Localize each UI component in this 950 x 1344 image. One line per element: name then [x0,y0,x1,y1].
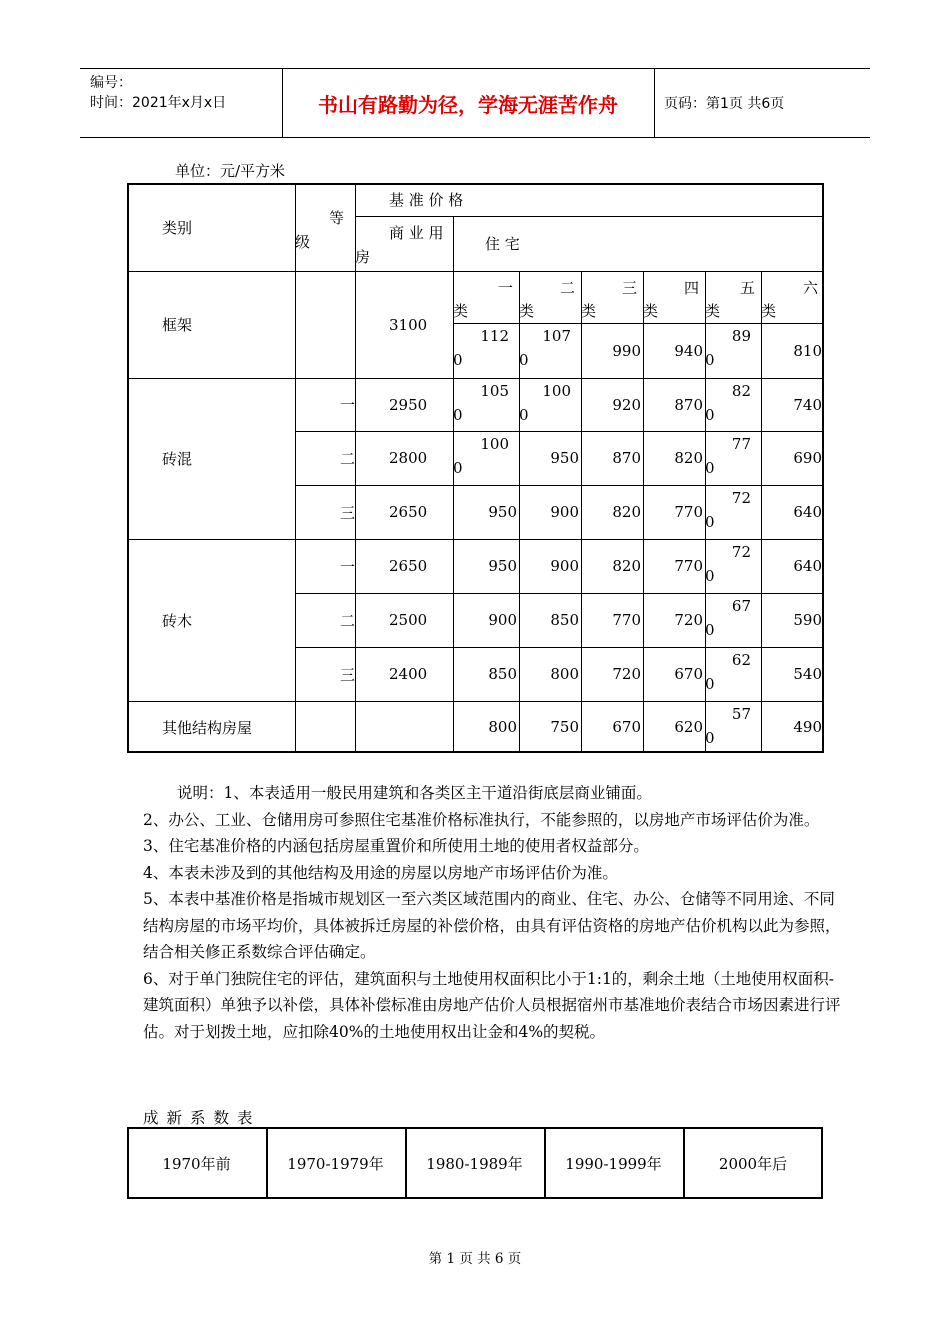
class-header [705,271,761,323]
class-header-number: 四 [683,279,699,297]
note-item: 5、本表中基准价格是指城市规划区一至六类区域范围内的商业、住宅、办公、仓储等不同用途、不同结构房屋的市场平均价，具体被拆迁房屋的补偿价格，由具有评估资格的房地产估价机构以此为参照，结合相关修正系数综合评估确定。 [143,890,841,961]
class-header-suffix: 类 [453,302,469,320]
residential-price: 950 [488,557,517,575]
newness-header-cell: 1970年前 [162,1154,231,1173]
note-item: 6、对于单门独院住宅的评估，建筑面积与土地使用权面积比小于1:1的，剩余土地（土地使用权面积-建筑面积）单独予以补偿，具体补偿标准由房地产估价人员根据宿州市基准地价表结合市场因素进行评估。对于划拨土地，应扣除40%的土地使用权出让金和4%的契税。 [143,969,841,1041]
residential-price-tail: 0 [705,406,715,424]
residential-price [453,431,519,485]
residential-price: 720 [612,665,641,683]
residential-price: 740 [793,395,822,414]
grade-cell: 二 [339,611,355,630]
residential-price [705,701,761,753]
class-header-suffix: 类 [519,302,535,320]
newness-table-title: 成新系数表 [143,1109,261,1127]
residential-price [453,378,519,431]
residential-price-head: 62 [731,651,751,669]
residential-price-head: 100 [542,382,571,400]
commercial-price: 2400 [389,665,428,683]
residential-price-tail: 0 [705,621,715,639]
newness-header-cell: 1990-1999年 [565,1154,662,1173]
note-item: 2、办公、工业、仓储用房可参照住宅基准价格标准执行，不能参照的，以房地产市场评估价为准。 [143,810,820,829]
commercial-price: 2800 [389,449,428,467]
residential-price: 990 [612,341,641,360]
residential-price: 590 [793,611,822,629]
residential-price: 900 [550,557,579,575]
page-header [80,68,870,138]
commercial-price: 2950 [389,395,428,414]
commercial-price: 3100 [389,315,428,334]
residential-price [705,378,761,431]
class-header [453,271,519,323]
residential-price: 810 [793,341,822,360]
grade-cell: 三 [339,503,355,522]
residential-price: 750 [550,718,579,736]
residential-price: 770 [674,503,703,521]
class-header-number: 二 [559,279,575,297]
residential-price [705,539,761,593]
grade-cell: 一 [339,557,355,576]
header-commercial-b: 房 [355,248,371,266]
residential-price-tail: 0 [519,406,529,424]
class-header-number: 三 [621,279,637,297]
header-grade-a: 等 [329,209,345,227]
page-footer: 第 1 页 共 6 页 [428,1251,522,1267]
newness-table [127,1127,823,1199]
class-header-number: 五 [739,279,755,297]
residential-price: 820 [674,449,703,467]
header-base-price: 基 准 价 格 [389,191,464,209]
group-brick-wood: 砖木 [162,611,193,630]
newness-header-cell: 1970-1979年 [287,1154,384,1173]
residential-price: 620 [674,718,703,736]
residential-price-tail: 0 [705,513,715,531]
newness-header-cell: 2000年后 [718,1154,788,1173]
residential-price-tail: 0 [519,351,529,369]
residential-price [705,593,761,647]
residential-price: 670 [674,665,703,683]
residential-price-head: 105 [480,382,509,400]
residential-price-tail: 0 [705,459,715,477]
residential-price-head: 107 [542,327,571,345]
residential-price-head: 57 [731,705,751,723]
price-table [127,183,824,753]
residential-price-head: 67 [731,597,751,615]
class-header [761,271,824,323]
residential-price: 950 [488,503,517,521]
class-header [643,271,705,323]
residential-price-head: 77 [731,435,751,453]
note-item: 4、本表未涉及到的其他结构及用途的房屋以房地产市场评估价为准。 [143,863,618,882]
residential-price: 850 [550,611,579,629]
residential-price-tail: 0 [705,567,715,585]
header-residential: 住 宅 [485,235,520,253]
residential-price-head: 82 [731,382,751,400]
class-header-suffix: 类 [705,302,721,320]
residential-price: 490 [793,718,822,736]
residential-price [705,323,761,378]
header-page-info: 页码：第1页 共6页 [664,96,785,112]
residential-price [519,378,581,431]
grade-cell: 一 [339,396,355,414]
commercial-price: 2500 [389,611,428,629]
header-commercial [355,216,453,271]
header-meta [90,73,226,113]
residential-price [705,431,761,485]
class-header-number: 一 [497,279,513,297]
header-grade-b: 级 [295,233,311,251]
group-frame: 框架 [162,316,193,334]
residential-price [519,323,581,378]
code-label: 编号： [90,75,132,91]
class-header-number: 六 [802,279,818,297]
class-header [519,271,581,323]
residential-price-tail: 0 [453,459,463,477]
note-item: 3、住宅基准价格的内涵包括房屋重置价和所使用土地的使用者权益部分。 [143,837,649,855]
header-category: 类别 [162,218,193,237]
table-rule [127,183,129,753]
grade-cell: 二 [339,449,355,468]
grade-cell: 三 [339,665,355,684]
header-motto: 书山有路勤为径，学海无涯苦作舟 [318,92,618,117]
header-divider [654,69,655,137]
residential-price: 870 [674,395,703,414]
residential-price: 920 [612,395,641,414]
group-other: 其他结构房屋 [162,718,253,737]
residential-price: 800 [488,718,517,736]
residential-price [705,485,761,539]
residential-price-tail: 0 [705,351,715,369]
residential-price: 690 [793,449,822,467]
header-grade [295,183,355,271]
commercial-price: 2650 [389,503,428,521]
class-header [581,271,643,323]
residential-price: 770 [612,611,641,629]
residential-price-head: 112 [480,327,509,345]
residential-price-head: 72 [731,489,751,507]
residential-price: 820 [612,557,641,575]
residential-price [705,647,761,701]
residential-price [453,323,519,378]
group-brick-concrete: 砖混 [162,450,193,468]
residential-price-head: 72 [731,543,751,561]
residential-price: 640 [793,557,822,575]
residential-price: 870 [612,449,641,467]
residential-price: 900 [550,503,579,521]
residential-price: 720 [674,611,703,629]
header-commercial-a: 商 业 用 [389,224,444,242]
residential-price: 540 [793,665,822,683]
residential-price: 850 [488,665,517,683]
residential-price: 950 [550,449,579,467]
newness-header-cell: 1980-1989年 [426,1154,523,1173]
residential-price-head: 100 [480,435,509,453]
residential-price: 670 [612,718,641,736]
class-header-suffix: 类 [643,302,659,320]
residential-price: 800 [550,665,579,683]
class-header-suffix: 类 [761,302,777,320]
residential-price: 640 [793,503,822,521]
residential-price: 820 [612,503,641,521]
note-item: 说明：1、本表适用一般民用建筑和各类区主干道沿街底层商业铺面。 [177,784,652,802]
time-label: 时间：2021年x月x日 [90,95,227,111]
residential-price: 770 [674,557,703,575]
residential-price-head: 89 [731,327,751,345]
notes [143,780,843,1045]
unit-label: 单位：元/平方米 [175,162,286,180]
residential-price-tail: 0 [453,406,463,424]
residential-price-tail: 0 [705,675,715,693]
commercial-price: 2650 [389,557,428,575]
class-header-suffix: 类 [581,302,597,320]
residential-price: 900 [488,611,517,629]
residential-price: 940 [674,341,703,360]
residential-price-tail: 0 [705,729,715,747]
residential-price-tail: 0 [453,351,463,369]
